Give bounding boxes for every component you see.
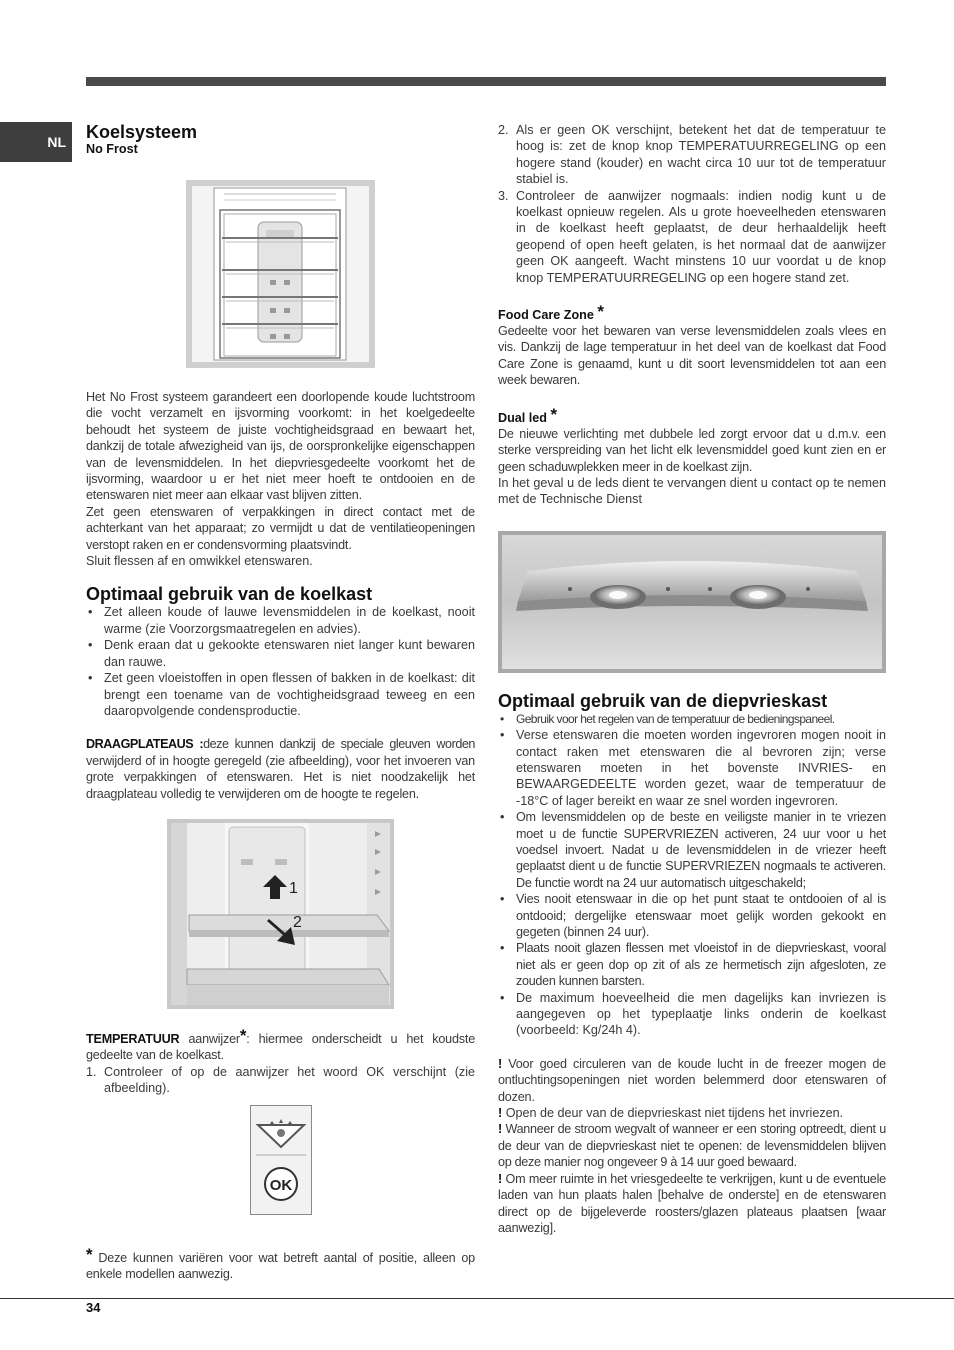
- language-tab: [0, 122, 72, 162]
- warning-text: Om meer ruimte in het vriesgedeelte te verkrijgen, kunt u de eventuele laden van hun plaats halen [behalve de onderste] en de etenswaren direct op de bijgeleverde roosters/glazen plateaus plaatsen [waar aanwezig].: [498, 1171, 886, 1235]
- page-number: 34: [86, 1300, 101, 1315]
- temperatuur-text-2: : hiermee onderscheidt u het koudste gedeelte van de koelkast.: [86, 1031, 475, 1063]
- dual-led-title: [498, 404, 886, 426]
- dual-led-illustration: [498, 531, 886, 673]
- step-number: 2.: [498, 123, 509, 137]
- list-item: • Denk eraan dat u gekookte etenswaren niet langer kunt bewaren dan rauwe.: [86, 637, 475, 670]
- step-number: 3.: [498, 188, 509, 203]
- food-care-zone-label: Food Care Zone: [498, 308, 594, 323]
- arrow-label-2: 2: [293, 913, 302, 931]
- list-item: • Om levensmiddelen op de beste en veiligste manier in te vriezen moet u de functie SUPERVRIEZEN activeren, 24 uur voor u het voedsel invoert. Nadat u de levensmiddelen in de vriezer heeft geplaatst dient u de functie SUPERVRIEZEN nogmaals te activeren. De functie wordt na 24 uur automatisch uitgeschakeld;: [498, 809, 886, 891]
- language-label: NL: [47, 134, 66, 150]
- temperatuur-steps: [86, 1064, 475, 1097]
- koelkast-bullet-list: [86, 604, 475, 719]
- list-item: [498, 188, 886, 286]
- step-text: Controleer de aanwijzer nogmaals: indien nodig kunt u de koelkast opnieuw regelen. Als u grote hoeveelheden etenswaren in de koelkast heeft geplaatst, de deur herhaaldelijk heeft geopend of open heeft gelaten, is het normaal dat de aanwijzer geen OK aangeeft. Wacht minstens 10 uur voordat u de knop knop TEMPERATUURREGELING op een hogere stand zet.: [516, 188, 886, 285]
- section-title-koelkast: Optimaal gebruik van de koelkast: [86, 584, 373, 605]
- list-item: • Plaats nooit glazen flessen met vloeistof in de diepvrieskast, vooral niet als er geen dop op zit of als ze hermetisch zijn afgesloten, ze zouden kunnen barsten.: [498, 940, 886, 989]
- step-text: Als er geen OK verschijnt, betekent het dat de temperatuur te hoog is: zet de knop knop TEMPERATUURREGELING op een hogere stand (kouder) en wacht circa 10 uur tot de temperatuur stabiel is.: [516, 123, 886, 187]
- warning-text: Voor goed circuleren van de koude lucht in de freezer mogen de ontluchtingsopeningen niet worden belemmerd door etenswaren of dozen.: [498, 1056, 886, 1104]
- fridge-interior-figure: [186, 180, 375, 368]
- warning-text: Open de deur van de diepvrieskast niet tijdens het invriezen.: [505, 1106, 844, 1121]
- warning-text: Wanneer de stroom wegvalt of wanneer er een storing optreedt, dient u de deur van de diepvrieskast niet te openen: de levensmiddelen blijven op deze manier nog ongeveer 9 à 14 uur goed bewaard.: [498, 1122, 887, 1170]
- footer-rule: [0, 1298, 954, 1299]
- ok-text: OK: [269, 1176, 293, 1194]
- footnote-star: *: [86, 1244, 93, 1264]
- dual-led-text-1: De nieuwe verlichting met dubbele led zorgt ervoor dat u d.m.v. een sterke verspreiding van het licht elk levensmiddel goed kunt zien en er geen schaduwplekken meer in de koelkast zijn.: [498, 426, 886, 474]
- warning-item: [498, 1056, 886, 1105]
- header-bar: [86, 77, 886, 86]
- warning-mark: !: [498, 1106, 503, 1121]
- footnote: [86, 1244, 475, 1283]
- draagplateaus-paragraph: [86, 736, 475, 802]
- draagplateaus-label: DRAAGPLATEAUS :: [86, 737, 204, 752]
- nofrost-paragraph-1: Het No Frost systeem garandeert een doorlopende koude luchtstroom die vocht verzamelt en ijsvorming voorkomt: in het koelgedeelte behoudt het systeem de juiste vochtigheidsgraad en bewaart het, dankzij de totale afwezigheid van ijs, de oorspronkelijke eigenschappen van de levensmiddelen. In het diepvriesgedeelte voorkomt het de ijsvorming, waardoor u er het niet meer hoeft te ontdooien en de etenswaren niet meer aan elkaar vast blijven zitten.: [86, 390, 475, 503]
- food-care-zone-title: [498, 302, 886, 323]
- draagplateaus-text-b: verwijderd of in hoogte geregeld (zie afbeelding), voor het invoeren van grote verpakkingen of etenswaren. Het is niet noodzakelijk het draagplateau volledig te verwijderen om de hoogte te regelen.: [86, 753, 475, 801]
- warning-mark: !: [498, 1056, 502, 1071]
- food-care-zone-star: *: [597, 302, 604, 322]
- list-item: [498, 122, 886, 188]
- warning-item: [498, 1171, 886, 1237]
- warnings-block: [498, 1056, 886, 1236]
- dual-led-text-2: In het geval u de leds dient te vervangen dient u contact op te nemen met de Technische Dienst: [498, 475, 886, 507]
- temperatuur-steps-continued: [498, 122, 886, 286]
- section-title-diepvrieskast: Optimaal gebruik van de diepvrieskast: [498, 690, 828, 711]
- nofrost-paragraph-3: Sluit flessen af en omwikkel etenswaren.: [86, 554, 313, 569]
- list-item: • Zet alleen koude of lauwe levensmiddelen in de koelkast, nooit warme (zie Voorzorgsmaatregelen en advies).: [86, 604, 475, 637]
- step-text: Controleer of op de aanwijzer het woord OK verschijnt (zie afbeelding).: [104, 1064, 475, 1096]
- list-item: [86, 1064, 475, 1097]
- shelf-adjust-illustration: [167, 819, 394, 1009]
- draagplateaus-text-a: deze kunnen dankzij de speciale gleuven worden: [203, 737, 475, 752]
- warning-mark: !: [498, 1122, 502, 1137]
- warning-item: [498, 1105, 886, 1121]
- ok-indicator-figure: [250, 1105, 312, 1215]
- list-item: • Gebruik voor het regelen van de temperatuur de bedieningspaneel.: [498, 711, 886, 727]
- arrow-label-1: 1: [289, 879, 298, 897]
- dual-led-star: *: [550, 404, 558, 424]
- temperatuur-paragraph: [86, 1025, 475, 1064]
- footnote-text: Deze kunnen variëren voor wat betreft aantal of positie, alleen op enkele modellen aanwezig.: [86, 1250, 475, 1281]
- food-care-zone-text: Gedeelte voor het bewaren van verse levensmiddelen zoals vlees en vis. Dankzij de lage temperatuur in het deel van de koelkast dat Food Care Zone is genaamd, kunt u dit soort levensmiddelen tot aan een week bewaren.: [498, 324, 886, 388]
- step-number: 1.: [86, 1064, 97, 1079]
- ok-indicator-illustration: [250, 1105, 312, 1215]
- list-item: • Zet geen vloeistoffen in open flessen of bakken in de koelkast: dit brengt een toename van de vochtigheidsgraad teweeg en een daaropvolgende condensproductie.: [86, 670, 475, 719]
- subtitle-no-frost: No Frost: [86, 142, 138, 156]
- left-column: [86, 122, 475, 1282]
- right-column: [498, 122, 886, 1236]
- temperatuur-text-1: aanwijzer: [188, 1031, 240, 1046]
- nofrost-paragraph-2: Zet geen etenswaren of verpakkingen in direct contact met de achterkant van het apparaat; zo vermijdt u dat de ventilatieopeningen verstopt raken en er condensvorming plaatsvindt.: [86, 504, 475, 552]
- warning-mark: !: [498, 1171, 502, 1186]
- dual-led-figure: [498, 531, 886, 673]
- list-item: • Verse etenswaren die moeten worden ingevroren mogen nooit in contact raken met etenswaren die al bevroren zijn; verse etenswaren moeten in het bovenste INVRIES- en BEWAARGEDEELTE worden gezet, waar de temperatuur de -18°C of lager bereikt en waar ze snel worden ingevroren.: [498, 727, 886, 809]
- list-item: • De maximum hoeveelheid die men dagelijks kan invriezen is aangegeven op het typeplaatje links onderin de koelkast (voorbeeld: Kg/24h 4).: [498, 990, 886, 1039]
- fridge-interior-illustration: [186, 180, 375, 368]
- dual-led-label: Dual led: [498, 410, 547, 425]
- temperatuur-star: *: [239, 1025, 247, 1045]
- warning-item: [498, 1121, 886, 1170]
- section-title-koelsysteem: Koelsysteem: [86, 122, 198, 142]
- temperatuur-label: TEMPERATUUR: [86, 1031, 180, 1046]
- shelf-adjust-figure: [167, 819, 394, 1009]
- diepvrieskast-bullet-list: [498, 711, 886, 1039]
- list-item: • Vies nooit etenswaar in die op het punt staat te ontdooien of al is ontdooid; dergelijke etenswaar moet gelijk worden gekookt en gegeten (binnen 24 uur).: [498, 891, 886, 940]
